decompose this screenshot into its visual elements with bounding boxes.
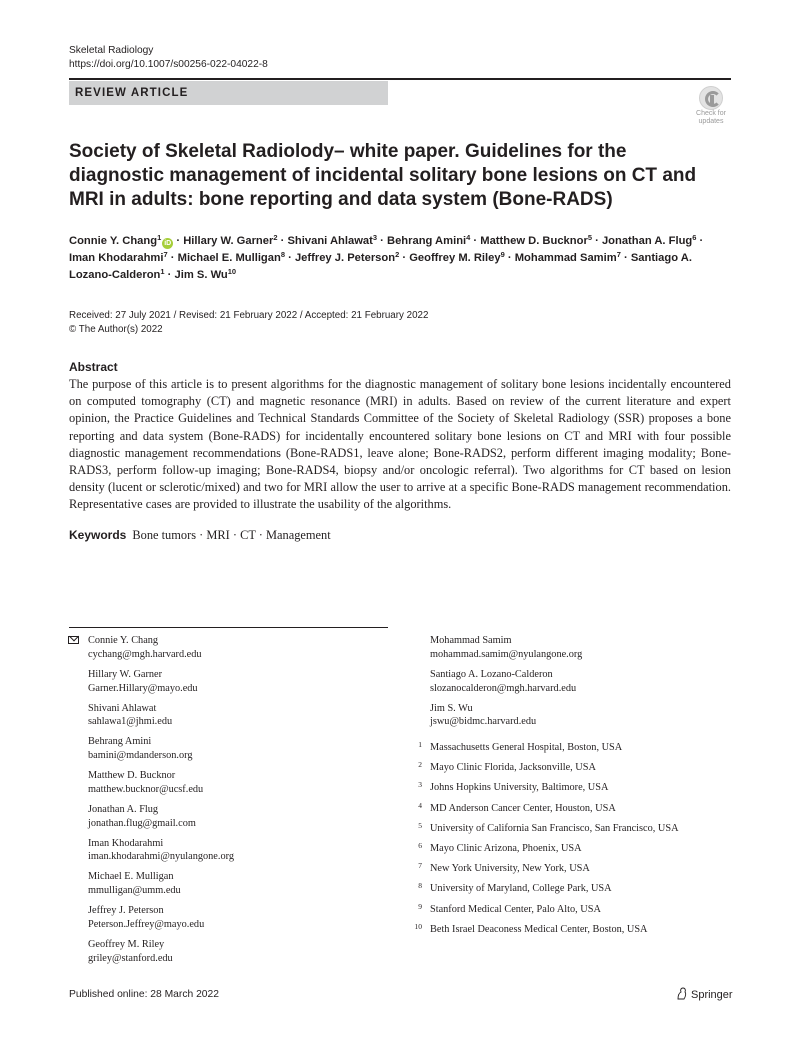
orcid-icon[interactable]: iD [164, 240, 172, 247]
affiliation-item [410, 882, 730, 902]
contact-email[interactable]: cychang@mgh.harvard.edu [88, 648, 202, 660]
contact-email[interactable]: griley@stanford.edu [88, 952, 173, 964]
author-name: Jim S. Wu [174, 269, 228, 281]
affiliation-number: 2 [418, 760, 422, 770]
affiliation-number: 6 [418, 840, 422, 850]
contact-email[interactable]: jswu@bidmc.harvard.edu [430, 716, 537, 728]
author-name: Iman Khodarahmi [69, 252, 164, 264]
keywords [69, 527, 331, 544]
author-affiliation-mark: 6 [692, 233, 697, 242]
contact-email[interactable]: matthew.bucknor@ucsf.edu [88, 783, 204, 795]
affiliation-text: University of Maryland, College Park, USA [430, 883, 612, 895]
footnote-rule [69, 627, 388, 628]
article-type-band [69, 81, 388, 105]
contact-email[interactable]: mohammad.samim@nyulangone.org [430, 648, 583, 660]
keywords-text: Bone tumors · MRI · CT · Management [132, 528, 331, 542]
affiliation-item [410, 862, 730, 882]
contact-entry [430, 702, 730, 730]
author-affiliation-mark: 5 [587, 233, 592, 242]
copyright: © The Author(s) 2022 [69, 324, 163, 335]
affiliation-text: Mayo Clinic Florida, Jacksonville, USA [430, 762, 596, 774]
affiliation-item [410, 903, 730, 923]
contacts-right [430, 634, 730, 735]
contact-entry [88, 668, 388, 696]
author-affiliation-mark: 7 [616, 250, 621, 259]
contact-email[interactable]: jonathan.flug@gmail.com [88, 817, 196, 829]
author-affiliation-mark: 2 [395, 250, 400, 259]
contact-email[interactable]: bamini@mdanderson.org [88, 750, 193, 762]
affiliation-text: Johns Hopkins University, Baltimore, USA [430, 782, 609, 794]
contact-email[interactable]: Garner.Hillary@mayo.edu [88, 682, 198, 694]
contact-email[interactable]: Peterson.Jeffrey@mayo.edu [88, 919, 205, 931]
article-dates [69, 309, 428, 337]
envelope-icon [68, 636, 79, 644]
author-name: Santiago A. Lozano-Calderon [69, 252, 692, 281]
author-affiliation-mark: 2 [273, 233, 278, 242]
author-name: Connie Y. Chang [69, 235, 158, 247]
published-date: Published online: 28 March 2022 [69, 989, 219, 1000]
springer-horse-icon [676, 987, 688, 1000]
doi-link[interactable]: https://doi.org/10.1007/s00256-022-04022-8 [69, 59, 268, 70]
contact-name: Mohammad Samim [430, 635, 512, 646]
author-name: Jonathan A. Flug [601, 235, 693, 247]
author-affiliation-mark: 4 [466, 233, 471, 242]
contact-name: Jeffrey J. Peterson [88, 905, 164, 917]
abstract-text: The purpose of this article is to present algorithms for the diagnostic management of solitary bone lesions incidentally encountered on computed tomography (CT) and magnetic resonance (MRI) in adults. Based on review of the current literature and expert opinion, the Practice Guidelines and Technical Standards Committee of the Society of Skeletal Radiology (SSR) proposes a bone reporting and data system (Bone-RADS) for incidentally encountered solitary bone lesions on CT and MRI with four possible diagnostic management recommendations (Bone-RADS1, leave alone; Bone-RADS2, perform different imaging modality; Bone-RADS3, perform follow-up imaging; Bone-RADS4, biopsy and/or oncologic referral). Two algorithms for CT based on lesion density (lucent or sclerotic/mixed) and two for MRI allow the user to arrive at a specific Bone-RADS management recommendation. Representative cases are provided to illustrate the usability of the algorithms. [69, 377, 731, 512]
abstract-heading: Abstract [69, 360, 118, 374]
affiliation-item [410, 761, 730, 781]
contact-name: Geoffrey M. Riley [88, 939, 165, 951]
contact-entry [88, 837, 388, 865]
contacts-left [88, 634, 388, 972]
author-name: Matthew D. Bucknor [480, 235, 588, 247]
contact-name: Hillary W. Garner [88, 668, 163, 680]
author-name: Shivani Ahlawat [287, 235, 373, 247]
author-affiliation-mark: 8 [280, 250, 285, 259]
publisher-logo [676, 987, 733, 1001]
check-for-updates-badge[interactable] [691, 86, 731, 128]
contact-name: Jim S. Wu [430, 702, 473, 714]
keywords-label: Keywords [69, 528, 127, 542]
contact-entry [88, 803, 388, 831]
publisher-name: Springer [691, 989, 733, 1001]
contact-email[interactable]: mmulligan@umm.edu [88, 885, 181, 897]
affiliation-number: 10 [414, 921, 422, 931]
contact-name: Iman Khodarahmi [88, 837, 164, 849]
contact-name: Matthew D. Bucknor [88, 770, 176, 782]
contact-name: Michael E. Mulligan [88, 871, 174, 883]
affiliation-item [410, 781, 730, 801]
affiliation-number: 5 [418, 820, 422, 830]
journal-header [69, 44, 268, 72]
contact-name: Shivani Ahlawat [88, 702, 157, 714]
affiliation-item [410, 842, 730, 862]
affiliation-text: New York University, New York, USA [430, 863, 590, 875]
affiliation-text: Mayo Clinic Arizona, Phoenix, USA [430, 842, 582, 854]
affiliation-number: 4 [418, 800, 422, 810]
author-affiliation-mark: 9 [500, 250, 505, 259]
affiliation-item [410, 923, 730, 943]
affiliation-item [410, 822, 730, 842]
contact-name: Connie Y. Chang [88, 635, 159, 646]
affiliation-number: 3 [418, 780, 422, 790]
affiliation-text: Beth Israel Deaconess Medical Center, Boston, USA [430, 923, 648, 935]
author-affiliation-mark: 7 [163, 250, 168, 259]
affiliation-number: 9 [418, 901, 422, 911]
affiliation-text: Massachusetts General Hospital, Boston, USA [430, 742, 623, 753]
author-list: Connie Y. Chang$^1$iD · Hillary W. Garner$^2$ · Shivani Ahlawat$^3$ · Behrang Amini$^4$ · Matthew D. Bucknor$^5$ · Jonathan A. Flug$^6$ · Iman Khodarahmi$^7$ · Michael E. Mulligan$^8$ · Jeffrey J. Peterson$^2$ · Geoffrey M. Riley$^9$ · Mohammad Samim$^7$ · Santiago A. Lozano-Calderon$^1$ · Jim S. Wu$^{10}$ [69, 233, 704, 281]
affiliation-item [410, 802, 730, 822]
contact-name: Behrang Amini [88, 736, 152, 748]
contact-email[interactable]: slozanocalderon@mgh.harvard.edu [430, 682, 577, 694]
author-name: Hillary W. Garner [183, 235, 274, 247]
author-affiliation-mark: 1 [160, 267, 165, 276]
author-name: Behrang Amini [386, 235, 467, 247]
contact-name: Santiago A. Lozano-Calderon [430, 668, 553, 680]
contact-entry [88, 702, 388, 730]
author-name: Mohammad Samim [514, 252, 617, 264]
affiliations [410, 741, 730, 943]
author-affiliation-mark: 10 [227, 267, 237, 276]
affiliation-number: 7 [418, 861, 422, 871]
contact-email[interactable]: sahlawa1@jhmi.edu [88, 716, 173, 728]
header-rule [69, 78, 731, 80]
contact-entry [88, 769, 388, 797]
author-name: Jeffrey J. Peterson [294, 252, 396, 264]
history-dates: Received: 27 July 2021 / Revised: 21 February 2022 / Accepted: 21 February 2022 [69, 310, 429, 321]
author-name: Michael E. Mulligan [177, 252, 281, 264]
article-title: Society of Skeletal Radiolody– white paper. Guidelines for the diagnostic management of incidental solitary bone lesions on CT and MRI in adults: bone reporting and data system (Bone-RADS) [69, 141, 697, 210]
affiliation-number: 8 [418, 881, 422, 891]
contact-entry [430, 634, 730, 662]
contact-entry [430, 668, 730, 696]
affiliation-item [410, 741, 730, 761]
affiliation-text: Stanford Medical Center, Palo Alto, USA [430, 903, 601, 915]
check-updates-icon [699, 86, 723, 110]
author-name: Geoffrey M. Riley [409, 252, 501, 264]
contact-email[interactable]: iman.khodarahmi@nyulangone.org [88, 851, 234, 863]
check-updates-label: Check for updates [696, 110, 726, 125]
contact-entry [88, 870, 388, 898]
contact-entry [88, 634, 388, 662]
author-affiliation-mark: 3 [372, 233, 378, 242]
journal-name: Skeletal Radiology [69, 45, 154, 56]
contact-entry [88, 938, 388, 966]
affiliation-number: 1 [418, 740, 422, 749]
contact-entry [88, 904, 388, 932]
author-affiliation-mark: 1 [157, 233, 162, 242]
contact-entry [88, 735, 388, 763]
affiliation-text: MD Anderson Cancer Center, Houston, USA [430, 802, 616, 814]
contact-name: Jonathan A. Flug [88, 803, 159, 815]
affiliation-text: University of California San Francisco, San Francisco, USA [430, 822, 679, 834]
article-type: REVIEW ARTICLE [75, 87, 189, 99]
